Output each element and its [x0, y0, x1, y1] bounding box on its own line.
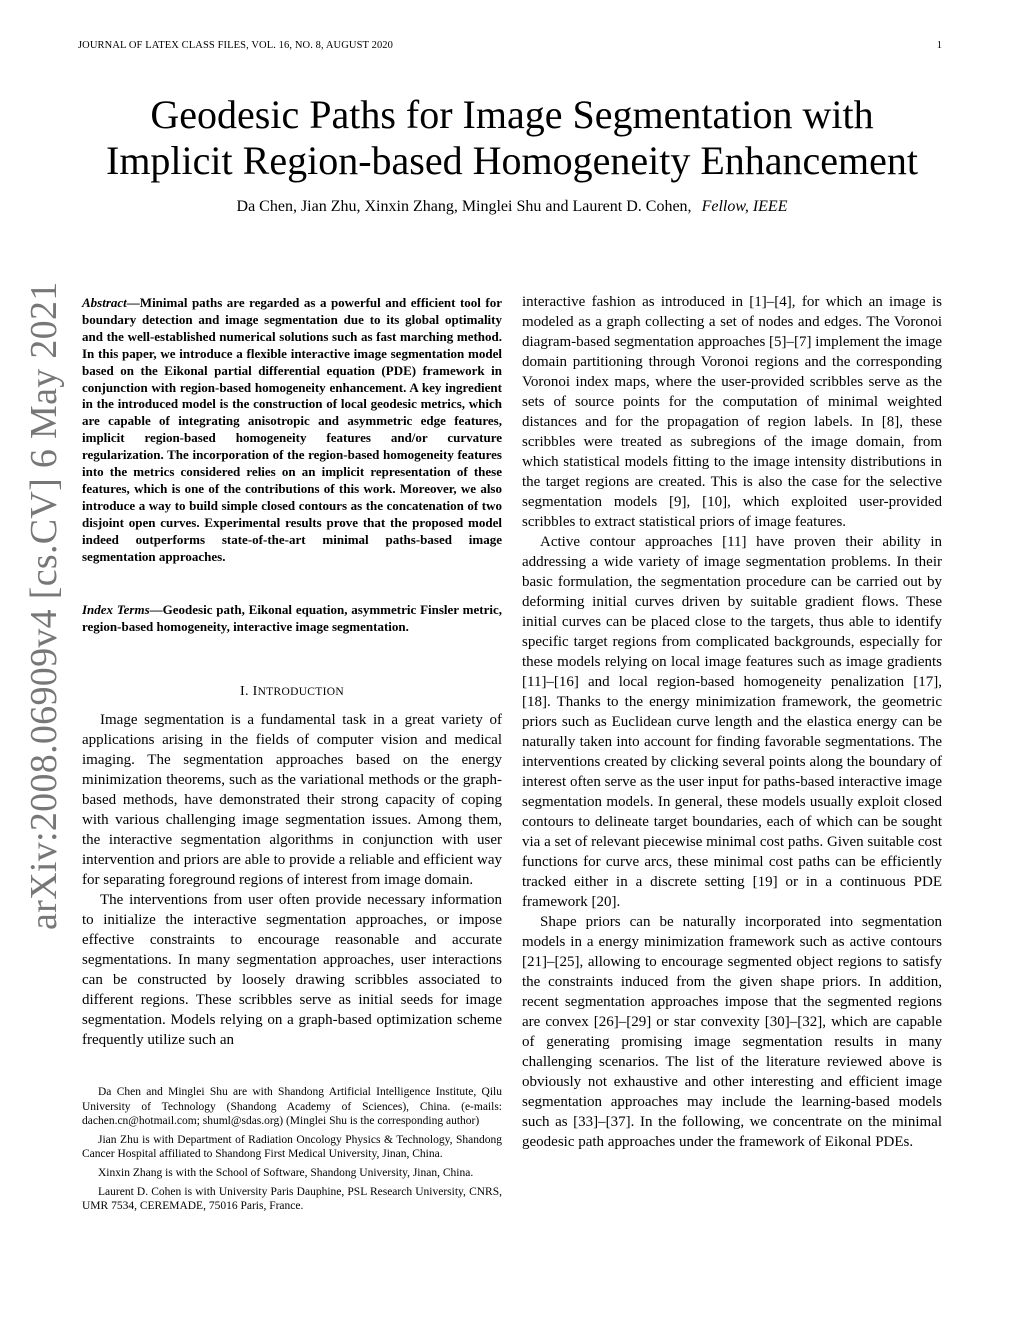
author-affiliation: Fellow, IEEE [701, 198, 788, 215]
index-terms-label: Index Terms [82, 602, 150, 617]
intro-paragraph-1: Image segmentation is a fundamental task in a great variety of applications arising in the fields of computer vision and medical imaging. The segmentation approaches based on the energy minimization theorems, such as the variational methods or the graph-based methods, have demonstrated their strong capacity of coping with various challenging image segmentation issues. Among them, the interactive segmentation algorithms in conjunction with user intervention and priors are able to provide a reliable and efficient way for separating foreground regions of interest from image domain. [82, 712, 502, 888]
footnote-4: Laurent D. Cohen is with University Paris Dauphine, PSL Research University, CNRS, UMR 7534, CEREMADE, 75016 Paris, France. [82, 1185, 502, 1213]
page-number: 1 [936, 40, 942, 51]
footnote-3: Xinxin Zhang is with the School of Software, Shandong University, Jinan, China. [98, 1166, 474, 1179]
intro-right-column [522, 292, 942, 1152]
section-heading-introduction [82, 684, 502, 700]
title-line-1: Geodesic Paths for Image Segmentation with [150, 92, 874, 137]
intro-paragraph-2: The interventions from user often provide necessary information to initialize the interactive segmentation approaches, or impose effective constraints to encourage reasonable and accurate segmentations. In many segmentation approaches, user interactions can be constructed by loosely drawing scribbles associated to different regions. These scribbles serve as initial seeds for image segmentation. Models relying on a graph-based optimization scheme frequently utilize such an [82, 892, 502, 1048]
footnote-2: Jian Zhu is with Department of Radiation Oncology Physics & Technology, Shandong Cancer Hospital affiliated to Shandong First Medical University, Jinan, China. [82, 1133, 502, 1161]
right-paragraph-1: interactive fashion as introduced in [1]–[4], for which an image is modeled as a graph collecting a set of nodes and edges. The Voronoi diagram-based segmentation approaches [5]–[7] implement the image domain partitioning through Voronoi regions and the corresponding Voronoi index maps, where the user-provided scribbles serve as the sets of source points for the computation of minimal weighted distances and for the propagation of region labels. In [8], these scribbles were treated as subregions of the image domain, from which statistical models fitting to the image intensity distributions in the target regions are created. This is also the case for the selective segmentation models [9], [10], which exploited user-provided scribbles to extract statistical priors of image features. [522, 294, 942, 530]
section-smallcaps: NTRODUCTION [257, 686, 344, 698]
right-paragraph-2: Active contour approaches [11] have proven their ability in addressing a wide variety of image segmentation problems. In their basic formulation, the segmentation procedure can be carried out by deforming initial curves driven by suitable gradient flows. These initial curves can be placed close to the targets, thus able to identify specific target regions from complicated backgrounds, especially for these models relying on local image features such as image gradients [11]–[16] and local region-based homogeneity penalization [17], [18]. Thanks to the energy minimization framework, the geometric priors such as Euclidean curve length and the elastica energy can be naturally taken into account for finding favorable segmentations. The interventions created by clicking several points along the boundary of interest often serve as the user input for paths-based interactive image segmentation models. In general, these models usually exploit closed contours to delineate target boundaries, each of which can be sought via a set of relevant piecewise minimal cost paths. Given suitable cost functions for curve arcs, these minimal cost paths can be efficiently tracked either in a discrete setting [19] or in a continuous PDE framework [20]. [522, 534, 942, 910]
author-list [60, 198, 964, 216]
footnote-1: Da Chen and Minglei Shu are with Shandong Artificial Intelligence Institute, Qilu University of Technology (Shandong Academy of Sciences), China. (e-mails: dachen.cn@hotmail.com; shuml@sdas.org) (Minglei Shu is the corresponding author) [82, 1086, 502, 1128]
author-names: Da Chen, Jian Zhu, Xinxin Zhang, Minglei Shu and Laurent D. Cohen, [236, 198, 692, 215]
index-terms [82, 602, 502, 636]
arxiv-stamp: arXiv:2008.06909v4 [cs.CV] 6 May 2021 [23, 281, 65, 930]
right-paragraph-3: Shape priors can be naturally incorporated into segmentation models in a energy minimization framework such as active contours [21]–[25], allowing to encourage segmented object regions to satisfy the constraints induced from the given shape priors. In addition, recent segmentation approaches impose that the segmented regions are convex [26]–[29] or star convexity [30]–[32], which are capable of generating promising image segmentation results in many challenging scenarios. The list of the literature reviewed above is obviously not exhaustive and other interesting and efficient image segmentation approaches may include the learning-based models such as [33]–[37]. In the following, we concentrate on the minimal geodesic path approaches under the framework of Eikonal PDEs. [522, 914, 942, 1150]
abstract [82, 295, 502, 566]
section-numeral: I. I [240, 684, 258, 699]
index-terms-text: —Geodesic path, Eikonal equation, asymmetric Finsler metric, region-based homogeneity, interactive image segmentation. [82, 602, 502, 634]
abstract-label: Abstract [82, 295, 127, 310]
intro-left-column [82, 710, 502, 1050]
title-line-2: Implicit Region-based Homogeneity Enhancement [106, 138, 918, 183]
running-header: JOURNAL OF LATEX CLASS FILES, VOL. 16, NO. 8, AUGUST 2020 [78, 40, 393, 51]
paper-title [60, 92, 964, 184]
abstract-text: —Minimal paths are regarded as a powerful and efficient tool for boundary detection and image segmentation due to its global optimality and the well-established numerical solutions such as fast marching method. In this paper, we introduce a flexible interactive image segmentation model based on the Eikonal partial differential equation (PDE) framework in conjunction with region-based homogeneity enhancement. A key ingredient in the introduced model is the construction of local geodesic metrics, which are capable of integrating anisotropic and asymmetric edge features, implicit region-based homogeneity features and/or curvature regularization. The incorporation of the region-based homogeneity features into the metrics considered relies on an implicit representation of these features, which is one of the contributions of this work. Moreover, we also introduce a way to build simple closed contours as the concatenation of two disjoint open curves. Experimental results prove that the proposed model indeed outperforms state-of-the-art minimal paths-based image segmentation approaches. [82, 295, 502, 564]
footnotes [82, 1085, 502, 1218]
